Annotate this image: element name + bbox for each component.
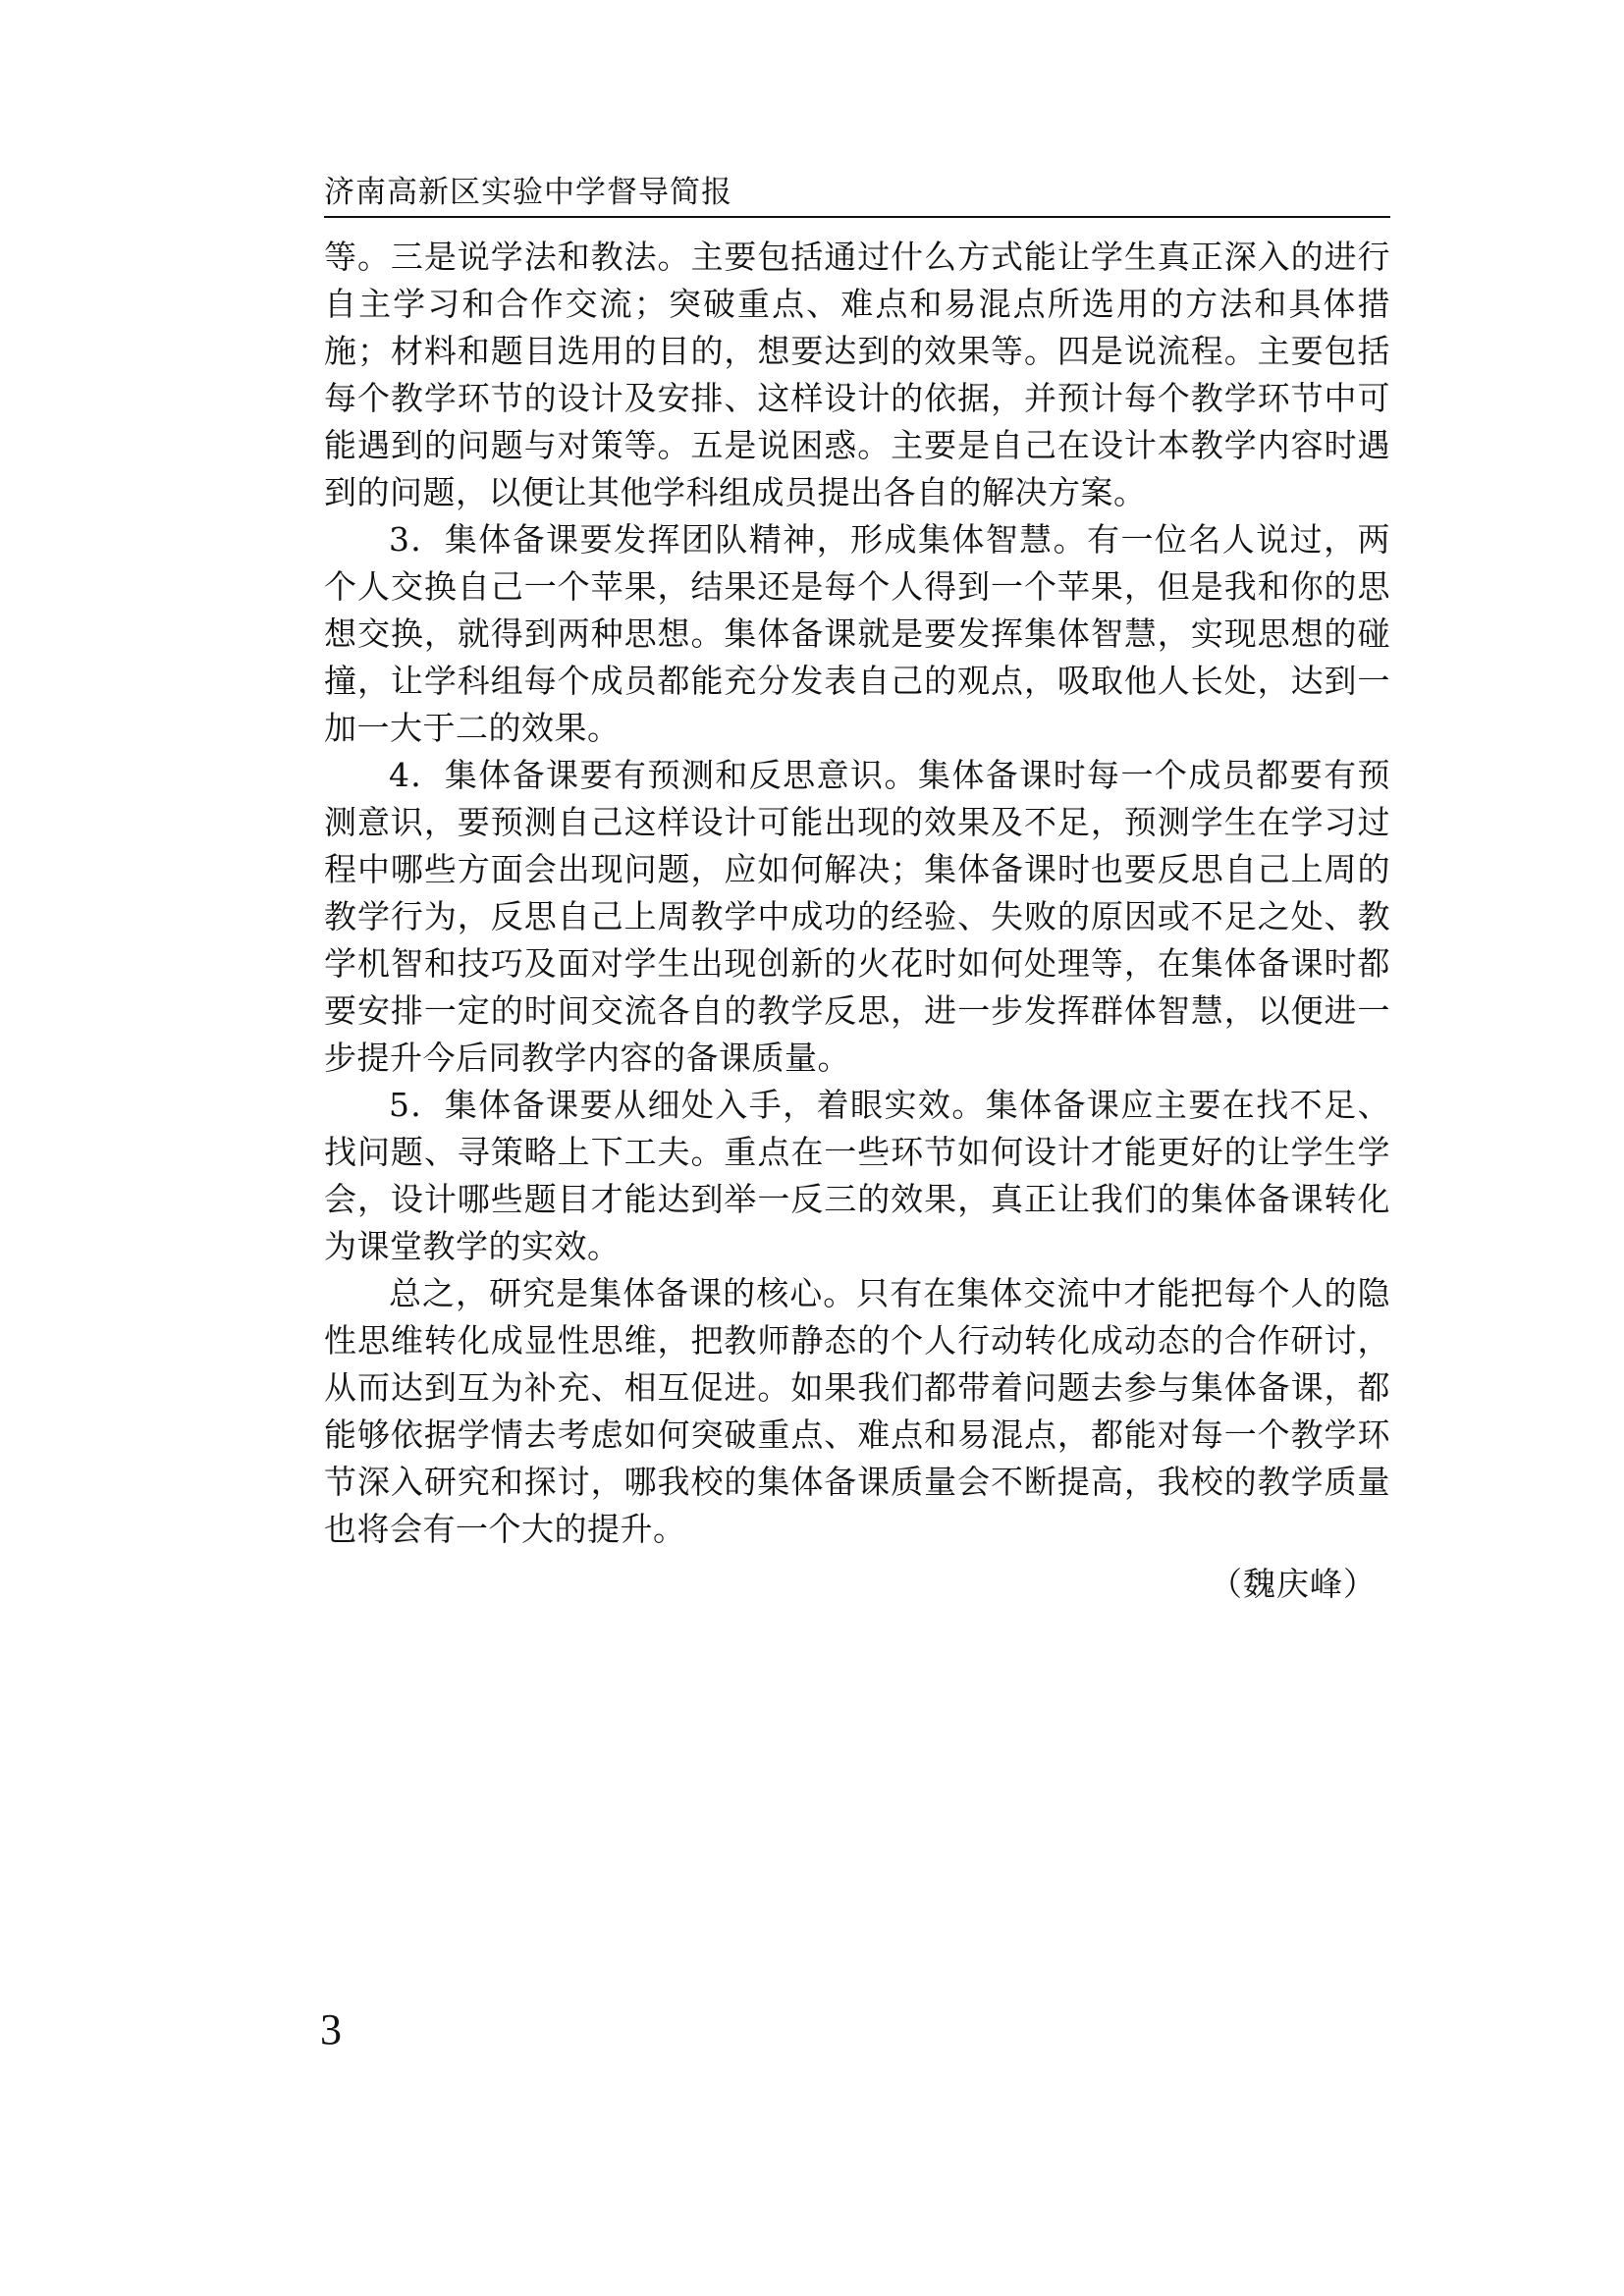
author-signature: （魏庆峰） — [1210, 1565, 1377, 1603]
paragraph-point-3: 3．集体备课要发挥团队精神，形成集体智慧。有一位名人说过，两个人交换自己一个苹果，结果还是每个人得到一个苹果，但是我和你的思想交换，就得到两种思想。集体备课就是要发挥集体智慧，实现思想的碰撞，让学科组每个成员都能充分发表自己的观点，吸取他人长处，达到一加一大于二的效果。 — [324, 520, 1390, 747]
header-rule — [324, 216, 1390, 218]
paragraph-point-4: 4．集体备课要有预测和反思意识。集体备课时每一个成员都要有预测意识，要预测自己这样设计可能出现的效果及不足，预测学生在学习过程中哪些方面会出现问题，应如何解决；集体备课时也要反思自己上周的教学行为，反思自己上周教学中成功的经验、失败的原因或不足之处、教学机智和技巧及面对学生出现创新的火花时如何处理等，在集体备课时都要安排一定的时间交流各自的教学反思，进一步发挥群体智慧，以便进一步提升今后同教学内容的备课质量。 — [324, 756, 1390, 1077]
paragraph-conclusion: 总之，研究是集体备课的核心。只有在集体交流中才能把每个人的隐性思维转化成显性思维，把教师静态的个人行动转化成动态的合作研讨，从而达到互为补充、相互促进。如果我们都带着问题去参与集体备课，都能够依据学情去考虑如何突破重点、难点和易混点，都能对每一个教学环节深入研究和探讨，哪我校的集体备课质量会不断提高，我校的教学质量也将会有一个大的提升。 — [324, 1274, 1390, 1548]
running-header: 济南高新区实验中学督导简报 — [324, 175, 732, 210]
body-text — [324, 234, 1390, 1608]
paragraph-point-5: 5．集体备课要从细处入手，着眼实效。集体备课应主要在找不足、找问题、寻策略上下工夫。重点在一些环节如何设计才能更好的让学生学会，设计哪些题目才能达到举一反三的效果，真正让我们的集体备课转化为课堂教学的实效。 — [324, 1086, 1390, 1265]
page-number: 3 — [320, 2005, 342, 2054]
paragraph-continuation: 等。三是说学法和教法。主要包括通过什么方式能让学生真正深入的进行自主学习和合作交流；突破重点、难点和易混点所选用的方法和具体措施；材料和题目选用的目的，想要达到的效果等。四是说流程。主要包括每个教学环节的设计及安排、这样设计的依据，并预计每个教学环节中可能遇到的问题与对策等。五是说困惑。主要是自己在设计本教学内容时遇到的问题，以便让其他学科组成员提出各自的解决方案。 — [324, 238, 1390, 511]
